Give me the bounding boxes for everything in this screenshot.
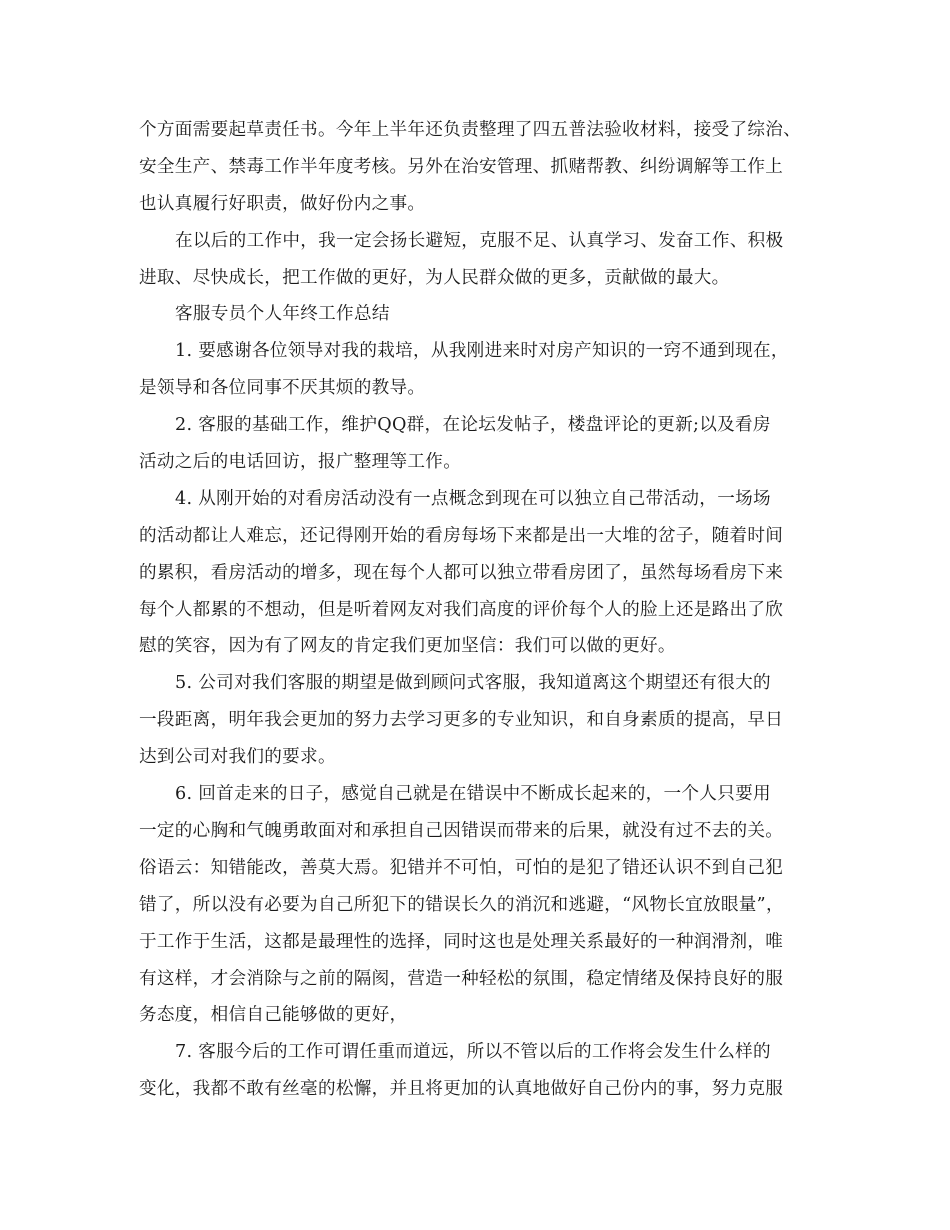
text-line: 个方面需要起草责任书。今年上半年还负责整理了四五普法验收材料，接受了综治、 [139, 120, 802, 140]
text-line: 俗语云：知错能改，善莫大焉。犯错并不可怕，可怕的是犯了错还认识不到自己犯 [139, 858, 784, 878]
text-line: 2. 客服的基础工作，维护QQ群，在论坛发帖子，楼盘评论的更新;以及看房 [175, 415, 771, 435]
text-line: 一定的心胸和气魄勇敢面对和承担自己因错误而带来的后果，就没有过不去的关。 [139, 821, 784, 841]
text-line: 7. 客服今后的工作可谓任重而道远，所以不管以后的工作将会发生什么样的 [175, 1042, 771, 1062]
text-line: 变化，我都不敢有丝毫的松懈，并且将更加的认真地做好自己份内的事，努力克服 [139, 1079, 784, 1099]
text-line: 于工作于生活，这都是最理性的选择，同时这也是处理关系最好的一种润滑剂，唯 [139, 932, 784, 952]
text-line: 慰的笑容，因为有了网友的肯定我们更加坚信：我们可以做的更好。 [139, 636, 676, 656]
text-line: 错了，所以没有必要为自己所犯下的错误长久的消沉和逃避，“风物长宜放眼量”， [139, 895, 784, 915]
text-line: 在以后的工作中，我一定会扬长避短，克服不足、认真学习、发奋工作、积极 [175, 231, 784, 251]
text-line: 一段距离，明年我会更加的努力去学习更多的专业知识，和自身素质的提高，早日 [139, 710, 784, 730]
text-line: 也认真履行好职责，做好份内之事。 [139, 194, 426, 214]
text-line: 是领导和各位同事不厌其烦的教导。 [139, 378, 426, 398]
text-line: 4. 从刚开始的对看房活动没有一点概念到现在可以独立自己带活动，一场场 [175, 489, 771, 509]
text-line: 进取、尽快成长，把工作做的更好，为人民群众做的更多，贡献做的最大。 [139, 268, 730, 288]
text-line: 务态度，相信自己能够做的更好， [139, 1005, 408, 1025]
text-line: 6. 回首走来的日子，感觉自己就是在错误中不断成长起来的，一个人只要用 [175, 784, 771, 804]
text-line: 有这样，才会消除与之前的隔阂，营造一种轻松的氛围，稳定情绪及保持良好的服 [139, 969, 784, 989]
text-line: 5. 公司对我们客服的期望是做到顾问式客服，我知道离这个期望还有很大的 [175, 673, 771, 693]
text-line: 活动之后的电话回访，报广整理等工作。 [139, 452, 462, 472]
text-line: 每个人都累的不想动，但是听着网友对我们高度的评价每个人的脸上还是路出了欣 [139, 600, 784, 620]
text-line: 的累积，看房活动的增多，现在每个人都可以独立带看房团了，虽然每场看房下来 [139, 563, 784, 583]
text-line: 1. 要感谢各位领导对我的栽培，从我刚进来时对房产知识的一窍不通到现在， [175, 341, 789, 361]
text-line: 的活动都让人难忘，还记得刚开始的看房每场下来都是出一大堆的岔子，随着时间 [139, 526, 784, 546]
section-heading: 客服专员个人年终工作总结 [175, 304, 390, 324]
text-line: 达到公司对我们的要求。 [139, 747, 336, 767]
text-line: 安全生产、禁毒工作半年度考核。另外在治安管理、抓赌帮教、纠纷调解等工作上 [139, 157, 784, 177]
